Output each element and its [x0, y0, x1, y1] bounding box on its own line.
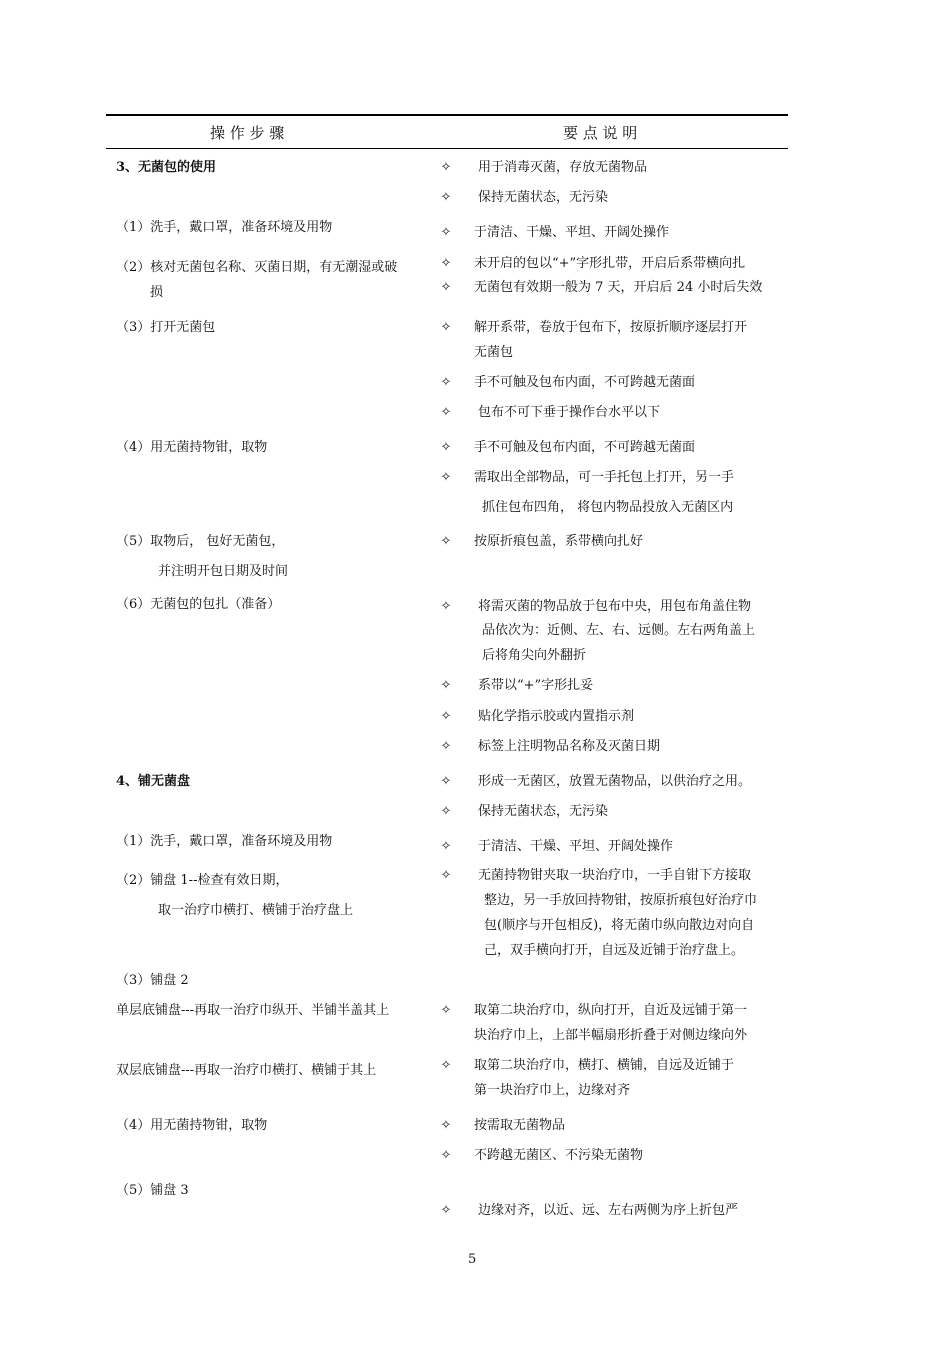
- note-text: 未开启的包以“+”字形扎带，开启后系带横向扎: [474, 256, 746, 271]
- diamond-bullet-icon: ✧: [440, 405, 452, 420]
- note-text: 保持无菌状态，无污染: [478, 190, 609, 205]
- note-text: 第一块治疗巾上，边缘对齐: [474, 1083, 631, 1098]
- diamond-bullet-icon: ✧: [440, 320, 452, 335]
- diamond-bullet-icon: ✧: [440, 839, 452, 854]
- diamond-bullet-icon: ✧: [440, 1148, 452, 1163]
- diamond-bullet-icon: ✧: [440, 678, 452, 693]
- note-text: 不跨越无菌区、不污染无菌物: [474, 1148, 644, 1163]
- note-text: 抓住包布四角， 将包内物品投放入无菌区内: [482, 500, 734, 515]
- note-text: 取第二块治疗巾，纵向打开，自近及远铺于第一: [474, 1003, 748, 1018]
- step-text: 并注明开包日期及时间: [158, 564, 289, 579]
- step-text: （6）无菌包的包扎（准备）: [116, 597, 281, 612]
- diamond-bullet-icon: ✧: [440, 375, 452, 390]
- note-text: 无菌包有效期一般为 7 天，开启后 24 小时后失效: [474, 280, 763, 295]
- section-title-sterile-pack: 3、无菌包的使用: [116, 160, 217, 175]
- diamond-bullet-icon: ✧: [440, 599, 452, 614]
- note-text: 按原折痕包盖，系带横向扎好: [474, 534, 644, 549]
- note-text: 将需灭菌的物品放于包布中央，用包布角盖住物: [478, 599, 752, 614]
- diamond-bullet-icon: ✧: [440, 739, 452, 754]
- step-text: （2）铺盘 1--检查有效日期，: [116, 873, 289, 888]
- step-text: （1）洗手，戴口罩，准备环境及用物: [116, 220, 333, 235]
- note-text: 取第二块治疗巾，横打、横铺，自远及近铺于: [474, 1058, 735, 1073]
- note-text: 手不可触及包布内面，不可跨越无菌面: [474, 375, 696, 390]
- step-text: （4）用无菌持物钳，取物: [116, 440, 268, 455]
- note-text: 无菌包: [474, 345, 514, 360]
- step-text: 双层底铺盘---再取一治疗巾横打、横铺于其上: [116, 1063, 377, 1078]
- diamond-bullet-icon: ✧: [440, 440, 452, 455]
- diamond-bullet-icon: ✧: [440, 280, 452, 295]
- diamond-bullet-icon: ✧: [440, 256, 452, 271]
- step-text: （5）取物后， 包好无菌包，: [116, 534, 285, 549]
- note-text: 后将角尖向外翻折: [482, 648, 587, 663]
- note-text: 需取出全部物品，可一手托包上打开，另一手: [474, 470, 735, 485]
- note-text: 己，双手横向打开，自远及近铺于治疗盘上。: [484, 943, 745, 958]
- diamond-bullet-icon: ✧: [440, 1118, 452, 1133]
- note-text: 品依次为：近侧、左、右、远侧。左右两角盖上: [482, 623, 756, 638]
- note-text: 贴化学指示胶或内置指示剂: [478, 709, 635, 724]
- note-text: 无菌持物钳夹取一块治疗巾，一手自钳下方接取: [478, 868, 752, 883]
- step-text: （3）打开无菌包: [116, 320, 216, 335]
- step-text: （4）用无菌持物钳，取物: [116, 1118, 268, 1133]
- step-text: （5）铺盘 3: [116, 1183, 189, 1198]
- diamond-bullet-icon: ✧: [440, 1003, 452, 1018]
- step-text: （1）洗手，戴口罩，准备环境及用物: [116, 834, 333, 849]
- diamond-bullet-icon: ✧: [440, 709, 452, 724]
- note-text: 边缘对齐，以近、远、左右两侧为序上折包严: [478, 1203, 739, 1218]
- step-text: 取一治疗巾横打、横铺于治疗盘上: [158, 903, 354, 918]
- diamond-bullet-icon: ✧: [440, 225, 452, 240]
- diamond-bullet-icon: ✧: [440, 534, 452, 549]
- note-text: 标签上注明物品名称及灭菌日期: [478, 739, 661, 754]
- note-text: 包(顺序与开包相反)，将无菌巾纵向散边对向自: [484, 918, 755, 933]
- section-title-sterile-tray: 4、铺无菌盘: [116, 774, 191, 789]
- note-text: 按需取无菌物品: [474, 1118, 566, 1133]
- diamond-bullet-icon: ✧: [440, 470, 452, 485]
- note-text: 手不可触及包布内面，不可跨越无菌面: [474, 440, 696, 455]
- column-header-steps: 操 作 步 骤: [210, 124, 285, 142]
- note-text: 于清洁、干燥、平坦、开阔处操作: [478, 839, 674, 854]
- diamond-bullet-icon: ✧: [440, 1203, 452, 1218]
- note-text: 整边，另一手放回持物钳，按原折痕包好治疗巾: [484, 893, 758, 908]
- step-text: （2）核对无菌包名称、灭菌日期，有无潮湿或破: [116, 260, 398, 275]
- table-top-rule: [106, 114, 788, 116]
- note-text: 包布不可下垂于操作台水平以下: [478, 405, 661, 420]
- step-text: （3）铺盘 2: [116, 973, 189, 988]
- note-text: 解开系带，卷放于包布下，按原折顺序逐层打开: [474, 320, 748, 335]
- step-text: 损: [150, 285, 164, 300]
- note-text: 块治疗巾上，上部半幅扇形折叠于对侧边缘向外: [474, 1028, 748, 1043]
- diamond-bullet-icon: ✧: [440, 1058, 452, 1073]
- note-text: 保持无菌状态，无污染: [478, 804, 609, 819]
- diamond-bullet-icon: ✧: [440, 160, 452, 175]
- table-header-rule: [106, 148, 788, 149]
- diamond-bullet-icon: ✧: [440, 774, 452, 789]
- column-header-notes: 要 点 说 明: [563, 124, 638, 142]
- note-text: 用于消毒灭菌，存放无菌物品: [478, 160, 648, 175]
- step-text: 单层底铺盘---再取一治疗巾纵开、半铺半盖其上: [116, 1003, 390, 1018]
- diamond-bullet-icon: ✧: [440, 190, 452, 205]
- diamond-bullet-icon: ✧: [440, 804, 452, 819]
- note-text: 系带以“+”字形扎妥: [478, 678, 594, 693]
- note-text: 形成一无菌区，放置无菌物品，以供治疗之用。: [478, 774, 752, 789]
- page-number: 5: [468, 1252, 477, 1267]
- note-text: 于清洁、干燥、平坦、开阔处操作: [474, 225, 670, 240]
- diamond-bullet-icon: ✧: [440, 868, 452, 883]
